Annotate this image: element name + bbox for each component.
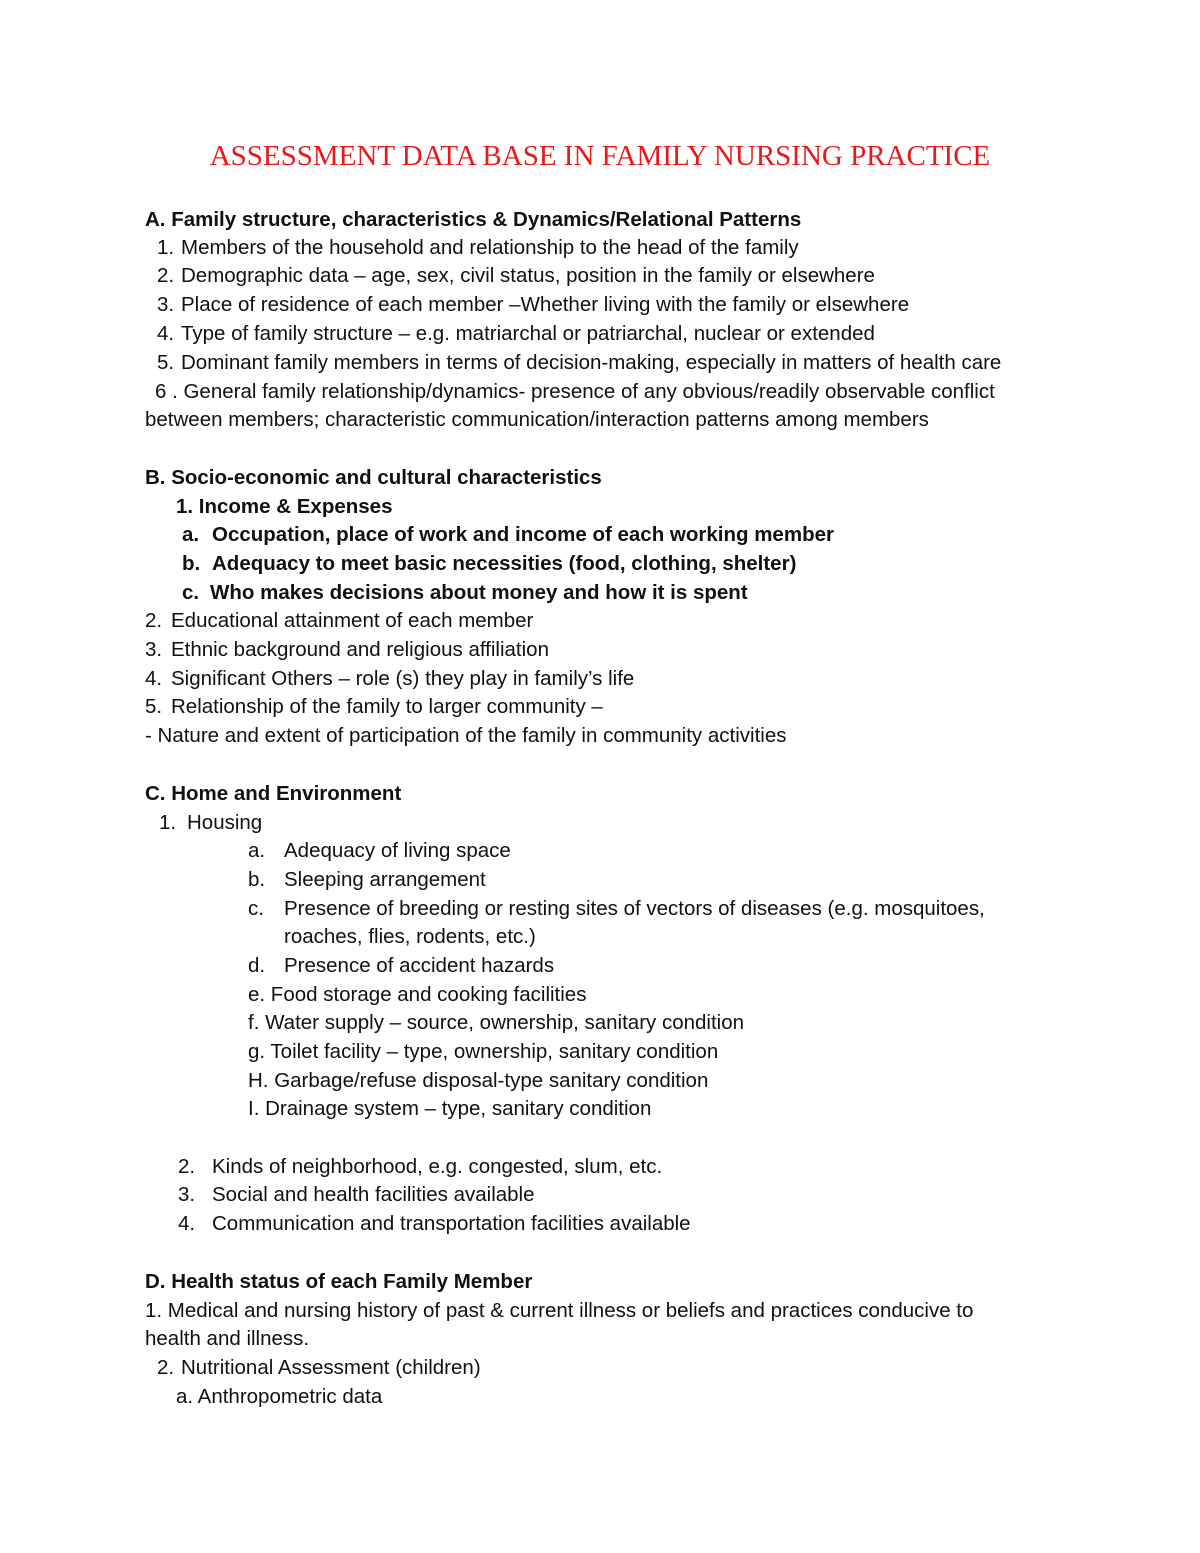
list-item-6-line-1: 6 . General family relationship/dynamics- presence of any obvious/readily observable conflict — [155, 380, 995, 403]
list-item: e. Food storage and cooking facilities — [248, 983, 587, 1006]
list-item-6-line-2: between members; characteristic communication/interaction patterns among members — [145, 408, 929, 431]
list-item: H. Garbage/refuse disposal-type sanitary condition — [248, 1069, 709, 1092]
list-item: I. Drainage system – type, sanitary condition — [248, 1097, 652, 1120]
income-expenses-heading: 1. Income & Expenses — [176, 495, 393, 518]
section-a-heading: A. Family structure, characteristics & Dynamics/Relational Patterns — [145, 208, 802, 231]
section-c-heading: C. Home and Environment — [145, 782, 402, 805]
list-item-1-line-1: 1. Medical and nursing history of past & current illness or beliefs and practices conducive to — [145, 1299, 974, 1322]
list-item-1-line-2: health and illness. — [145, 1327, 310, 1350]
section-b-heading: B. Socio-economic and cultural characteristics — [145, 466, 602, 489]
document-page: ASSESSMENT DATA BASE IN FAMILY NURSING PRACTICE A. Family structure, characteristics & Dynamics/Relational Patterns 1. Members of the household and relationship to the head of the family 2. Demographic data – age, sex, civil status, position in the family or elsewhere 3. Place of residence of each member –Whether living with the family or elsewhere 4. Type of family structure – e.g. matriarchal or patriarchal, nuclear or extended 5. Dominant family members in terms of decision-making, especially in matters of health care 6 . General family relationship/dynamics- presence of any obvious/readily observable conflict between members; characteristic communication/interaction patterns among members B. Socio-economic and cultural characteristics 1. Income & Expenses a. Occupation, place of work and income of each working member b. Adequacy to meet basic necessities (food, clothing, shelter) c. Who makes decisions about money and how it is spent 2. Educational attainment of each member 3. Ethnic background and religious affiliation 4. Significant Others – role (s) they play in family’s life 5. Relationship of the family to larger community – - Nature and extent of participation of the family in community activities C. Home and Environment 1. Housing a. Adequacy of living space b. Sleeping arrangement c. Presence of breeding or resting sites of vectors of diseases (e.g. mosquitoes, roaches, flies, rodents, etc.) d. Presence of accident hazards e. Food storage and cooking facilities f. Water supply – source, ownership, sanitary condition g. Toilet facility – type, ownership, sanitary condition H. Garbage/refuse disposal-type sanitary condition I. Drainage system – type, sanitary condition 2. Kinds of neighborhood, e.g. congested, slum, etc. 3. Social and health facilities available 4. Communication and transportation facilities available D. Health status of each Family Member 1. Medical and nursing history of past & current illness or beliefs and practices conducive to health and illness. 2. Nutritional Assessment (children) a. Anthropometric data — [0, 0, 1200, 1553]
section-d-heading: D. Health status of each Family Member — [145, 1270, 533, 1293]
community-participation-note: - Nature and extent of participation of the family in community activities — [145, 724, 787, 747]
list-item: a. Anthropometric data — [176, 1385, 383, 1408]
document-title: ASSESSMENT DATA BASE IN FAMILY NURSING PRACTICE — [209, 140, 991, 172]
list-item: g. Toilet facility – type, ownership, sanitary condition — [248, 1040, 719, 1063]
list-item: f. Water supply – source, ownership, sanitary condition — [248, 1011, 745, 1034]
